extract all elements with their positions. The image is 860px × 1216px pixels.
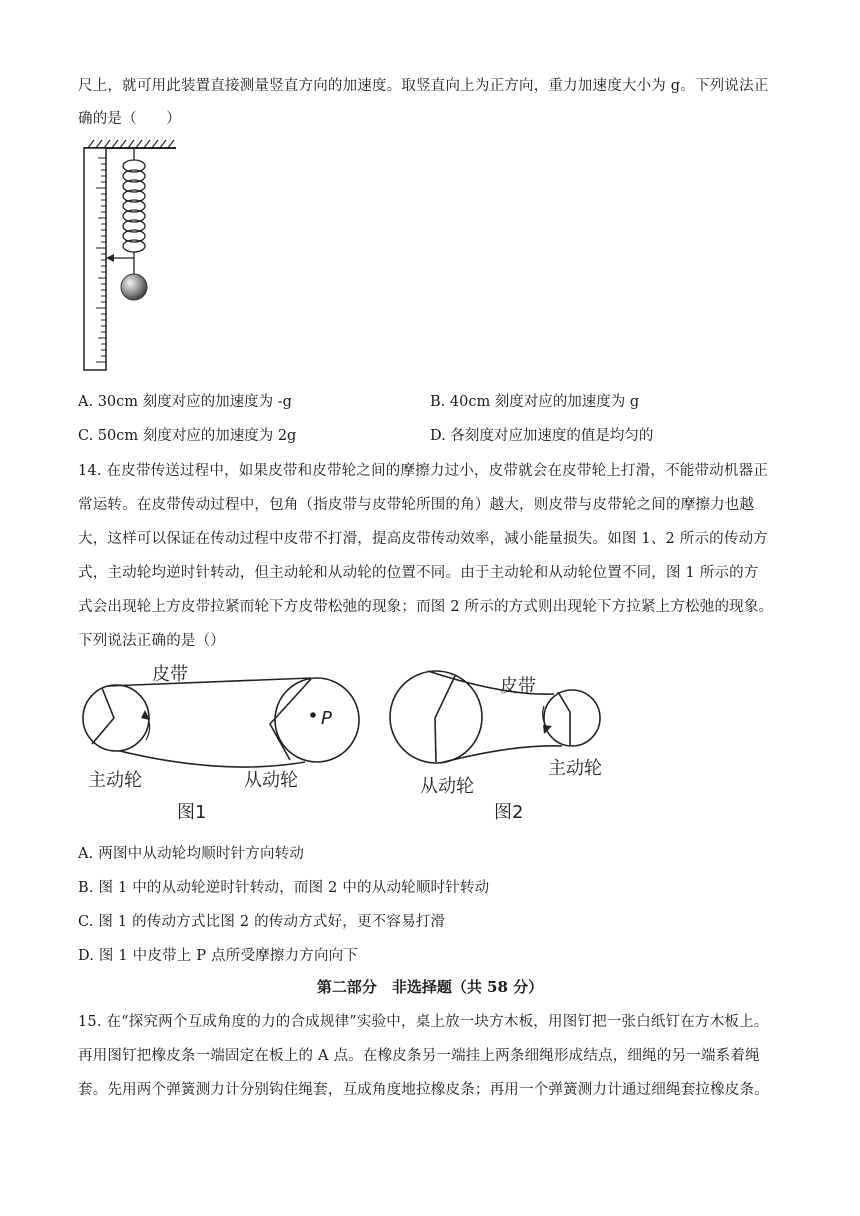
q13-option-c[interactable]: C. 50cm 刻度对应的加速度为 2g [78, 428, 297, 444]
q14-stem-line-4: 式，主动轮均逆时针转动，但主动轮和从动轮的位置不同。由于主动轮和从动轮位置不同，图 1 所示的方 [78, 565, 759, 581]
belt-drive-figure [74, 652, 614, 830]
fig2-caption: 图2 [494, 802, 524, 823]
fig1-driver-label: 主动轮 [88, 770, 142, 791]
fig1-caption: 图1 [177, 802, 207, 823]
fig1-driven-label: 从动轮 [244, 770, 298, 791]
q13-stem-line-1: 尺上，就可用此装置直接测量竖直方向的加速度。取竖直向上为正方向，重力加速度大小为 g。下列说法正 [78, 78, 769, 94]
q15-stem-line-3: 套。先用两个弹簧测力计分别钩住绳套，互成角度地拉橡皮条；再用一个弹簧测力计通过细绳套拉橡皮条。 [78, 1082, 769, 1098]
q14-option-c[interactable]: C. 图 1 的传动方式比图 2 的传动方式好，更不容易打滑 [78, 914, 446, 930]
figure-2 [390, 671, 600, 763]
q14-stem-line-2: 常运转。在皮带传动过程中，包角（指皮带与皮带轮所围的角）越大，则皮带与皮带轮之间的摩擦力也越 [78, 497, 755, 513]
q14-stem-line-1: 14. 在皮带传送过程中，如果皮带和皮带轮之间的摩擦力过小，皮带就会在皮带轮上打滑，不能带动机器正 [78, 463, 768, 479]
q14-option-d[interactable]: D. 图 1 中皮带上 P 点所受摩擦力方向向下 [78, 948, 359, 964]
q13-option-a[interactable]: A. 30cm 刻度对应的加速度为 -g [78, 394, 292, 410]
fig2-driver-label: 主动轮 [548, 758, 602, 779]
q14-stem-line-3: 大，这样可以保证在传动过程中皮带不打滑，提高皮带传动效率，减小能量损失。如图 1、2 所示的传动方 [78, 531, 768, 547]
spring-scale-figure [78, 138, 188, 374]
fig1-point-p-label: P [321, 708, 332, 729]
q14-stem-line-6: 下列说法正确的是（） [78, 633, 225, 649]
figure-1 [83, 678, 359, 767]
q15-stem-line-1: 15. 在“探究两个互成角度的力的合成规律”实验中，桌上放一块方木板，用图钉把一张白纸钉在方木板上。 [78, 1014, 769, 1030]
q14-stem-line-5: 式会出现轮上方皮带拉紧而轮下方皮带松弛的现象；而图 2 所示的方式则出现轮下方拉紧上方松弛的现象。 [78, 599, 774, 615]
q13-option-d[interactable]: D. 各刻度对应加速度的值是均匀的 [430, 428, 654, 444]
fig1-belt-label: 皮带 [152, 664, 188, 685]
fig2-driven-label: 从动轮 [420, 776, 474, 797]
q13-stem-line-2: 确的是（ ） [78, 111, 181, 127]
q14-option-a[interactable]: A. 两图中从动轮均顺时针方向转动 [78, 846, 305, 862]
section-heading: 第二部分 非选择题（共 58 分） [316, 978, 544, 996]
q13-option-b[interactable]: B. 40cm 刻度对应的加速度为 g [430, 394, 640, 410]
q15-stem-line-2: 再用图钉把橡皮条一端固定在板上的 A 点。在橡皮条另一端挂上两条细绳形成结点，细绳的另一端系着绳 [78, 1048, 760, 1064]
q14-option-b[interactable]: B. 图 1 中的从动轮逆时针转动，而图 2 中的从动轮顺时针转动 [78, 880, 490, 896]
fig2-belt-label: 皮带 [500, 676, 536, 697]
